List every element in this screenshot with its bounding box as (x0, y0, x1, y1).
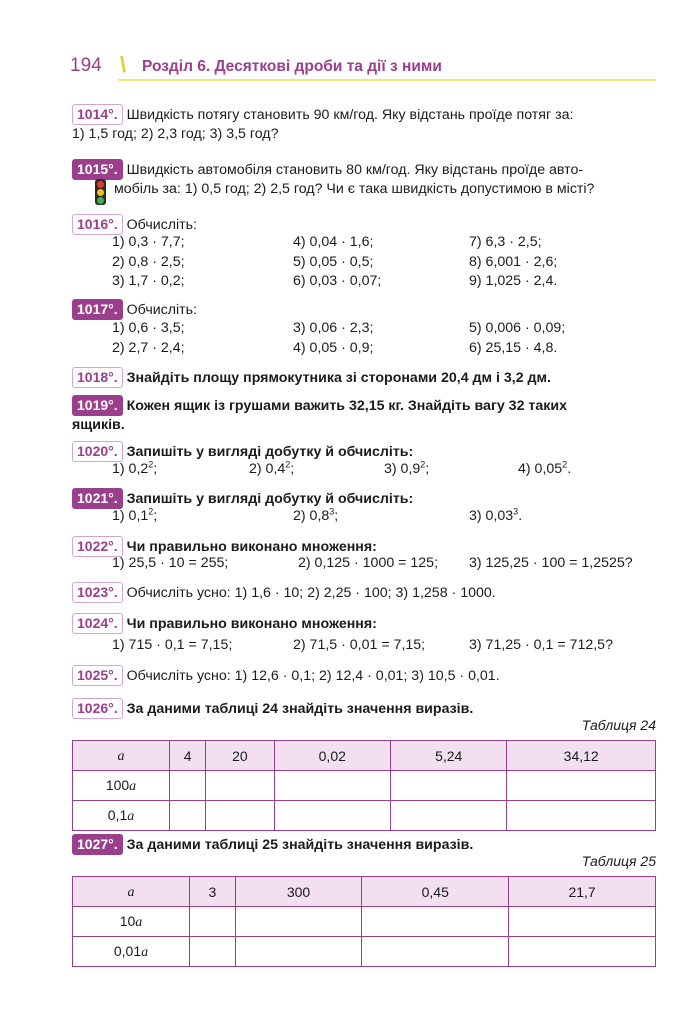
table-cell (206, 771, 274, 801)
problem-text: Знайдіть площу прямокутника зі сторонами 20,4 дм і 3,2 дм. (126, 370, 551, 386)
problem-number: 1014°. (72, 104, 123, 125)
item: 5) 0,006 · 0,09; (469, 320, 566, 336)
item: 1) 715 · 0,1 = 7,15; (112, 637, 233, 653)
item: 4) 0,04 · 1,6; (293, 234, 374, 250)
item: 1) 0,3 · 7,7; (112, 234, 185, 250)
problem-number: 1023°. (72, 582, 123, 603)
problem-number: 1017°. (72, 299, 123, 320)
table-cell (206, 801, 274, 831)
problem-title: Обчисліть: (126, 302, 198, 318)
section-title: Розділ 6. Десяткові дроби та дії з ними (142, 58, 442, 75)
problem-1015 (72, 159, 656, 199)
problem-text: За даними таблиці 25 знайдіть значення виразів. (126, 837, 474, 853)
problem-1014 (72, 104, 656, 144)
table-cell (509, 937, 656, 967)
table-cell (235, 937, 362, 967)
problem-number: 1025°. (72, 665, 123, 686)
header-rule (118, 79, 656, 81)
problem-number: 1019°. (72, 395, 123, 416)
column (293, 318, 373, 358)
table-cell: a (73, 741, 170, 771)
problem-title: Чи правильно виконано множення: (126, 539, 377, 555)
table-25 (72, 876, 656, 967)
problem-number: 1015°. (72, 159, 123, 180)
table-cell: 0,1a (73, 801, 170, 831)
table-cell (274, 771, 390, 801)
item: 2) 71,5 · 0,01 = 7,15; (293, 637, 426, 653)
problem-title: Запишіть у вигляді добутку й обчисліть: (126, 444, 414, 460)
table-row (73, 801, 656, 831)
table-cell: 20 (206, 741, 274, 771)
table-row (73, 907, 656, 937)
traffic-light-icon (95, 179, 106, 205)
item: 9) 1,025 · 2,4. (469, 273, 558, 289)
problem-text: 1) 1,5 год; 2) 2,3 год; 3) 3,5 год? (72, 126, 279, 142)
table-cell: 10a (73, 907, 190, 937)
table-cell (390, 801, 506, 831)
item: 4) 0,05$^2$. (518, 459, 572, 477)
problem-1023 (72, 582, 656, 603)
item: 6) 0,03 · 0,07; (293, 273, 382, 289)
item: 3) 71,25 · 0,1 = 712,5? (469, 637, 613, 653)
problem-text: За даними таблиці 24 знайдіть значення виразів. (126, 701, 474, 717)
column (469, 318, 565, 358)
item: 2) 2,7 · 2,4; (112, 340, 185, 356)
problem-title: Чи правильно виконано множення: (126, 616, 377, 632)
item: 3) 1,7 · 0,2; (112, 273, 185, 289)
problem-1020 (72, 441, 656, 462)
problem-text: Кожен ящик із грушами важить 32,15 кг. Знайдіть вагу 32 таких (126, 398, 567, 414)
problem-number: 1021°. (72, 488, 123, 509)
problem-number: 1020°. (72, 441, 123, 462)
table-cell (190, 907, 236, 937)
item: 2) $0,4^2$; (249, 459, 295, 477)
table-cell (507, 801, 656, 831)
problem-1017 (72, 299, 656, 320)
problem-title: Обчисліть: (126, 217, 198, 233)
table-cell (274, 801, 390, 831)
problem-text: Швидкість потягу становить 90 км/год. Яку відстань проїде потяг за: (126, 107, 574, 123)
item: 4) 0,05 · 0,9; (293, 340, 374, 356)
problem-number: 1024°. (72, 613, 123, 634)
item: 5) 0,05 · 0,5; (293, 253, 374, 270)
problem-number: 1018°. (72, 367, 123, 388)
item: 3) 125,25 · 100 = 1,2525? (469, 555, 633, 571)
table-cell: a (73, 877, 190, 907)
problem-1022 (72, 536, 656, 557)
item: 2) 0,125 · 1000 = 125; (298, 555, 439, 571)
problem-1018 (72, 367, 656, 388)
table-cell: 100a (73, 771, 170, 801)
table-24 (72, 740, 656, 831)
item: 1) $0,1^2$; (112, 506, 158, 524)
problem-text: Обчисліть усно: 1) 12,6 · 0,1; 2) 12,4 · 0,01; 3) 10,5 · 0,01. (126, 668, 500, 684)
table-caption: Таблиця 24 (581, 717, 656, 733)
problem-1021 (72, 488, 656, 509)
table-cell: 4 (170, 741, 206, 771)
table-cell: 3 (190, 877, 236, 907)
problem-title: Запишіть у вигляді добутку й обчисліть: (126, 491, 414, 507)
column (469, 233, 557, 292)
item: 1) 0,6 · 3,5; (112, 320, 185, 336)
table-cell (190, 937, 236, 967)
table-cell (170, 771, 206, 801)
table-cell: 0,02 (274, 741, 390, 771)
problem-1024 (72, 613, 656, 634)
problem-text: Обчисліть усно: 1) 1,6 · 10; 2) 2,25 · 100; 3) 1,258 · 1000. (126, 585, 496, 601)
table-cell: 0,45 (362, 877, 509, 907)
item: 6) 25,15 · 4,8. (469, 340, 558, 356)
table-cell: 21,7 (509, 877, 656, 907)
item: 3) $0,9^2$; (384, 459, 430, 477)
problem-1025 (72, 665, 656, 686)
page-number: 194 (70, 55, 102, 76)
problem-text: ящиків. (72, 417, 125, 433)
problem-1019 (72, 395, 656, 435)
item: 1) 25,5 · 10 = 255; (112, 555, 229, 571)
table-cell (390, 771, 506, 801)
item: 2) $0,8^3$; (293, 506, 339, 524)
table-row (73, 771, 656, 801)
table-cell (362, 907, 509, 937)
column (112, 233, 185, 292)
table-header-row (73, 741, 656, 771)
problem-number: 1022°. (72, 536, 123, 557)
table-cell (507, 771, 656, 801)
table-caption: Таблиця 25 (581, 853, 656, 869)
problem-1027 (72, 834, 656, 855)
problem-number: 1026°. (72, 698, 123, 719)
table-cell: 0,01a (73, 937, 190, 967)
table-row (73, 937, 656, 967)
item: 2) 0,8 · 2,5; (112, 253, 185, 270)
problem-text: Швидкість автомобіля становить 80 км/год. Яку відстань проїде авто- (126, 162, 584, 178)
table-cell: 34,12 (507, 741, 656, 771)
item: 7) 6,3 · 2,5; (469, 234, 542, 250)
problem-number: 1016°. (72, 214, 123, 235)
problem-1026 (72, 698, 656, 719)
problem-text: мобіль за: 1) 0,5 год; 2) 2,5 год? Чи є така швидкість допустимою в місті? (114, 181, 595, 197)
table-header-row (73, 877, 656, 907)
table-cell (509, 907, 656, 937)
table-cell (170, 801, 206, 831)
table-cell: 5,24 (390, 741, 506, 771)
header-slash: \ (120, 52, 127, 77)
item: 3) 0,03$^3$. (469, 506, 523, 524)
table-cell (362, 937, 509, 967)
item: 3) 0,06 · 2,3; (293, 320, 374, 336)
column (112, 318, 185, 358)
table-cell (235, 907, 362, 937)
problem-number: 1027°. (72, 834, 123, 855)
problem-1016 (72, 214, 656, 235)
item: 1) $0,2^2$; (112, 459, 158, 477)
item: 8) 6,001 · 2,6; (469, 253, 558, 270)
table-cell: 300 (235, 877, 362, 907)
column (293, 233, 381, 292)
